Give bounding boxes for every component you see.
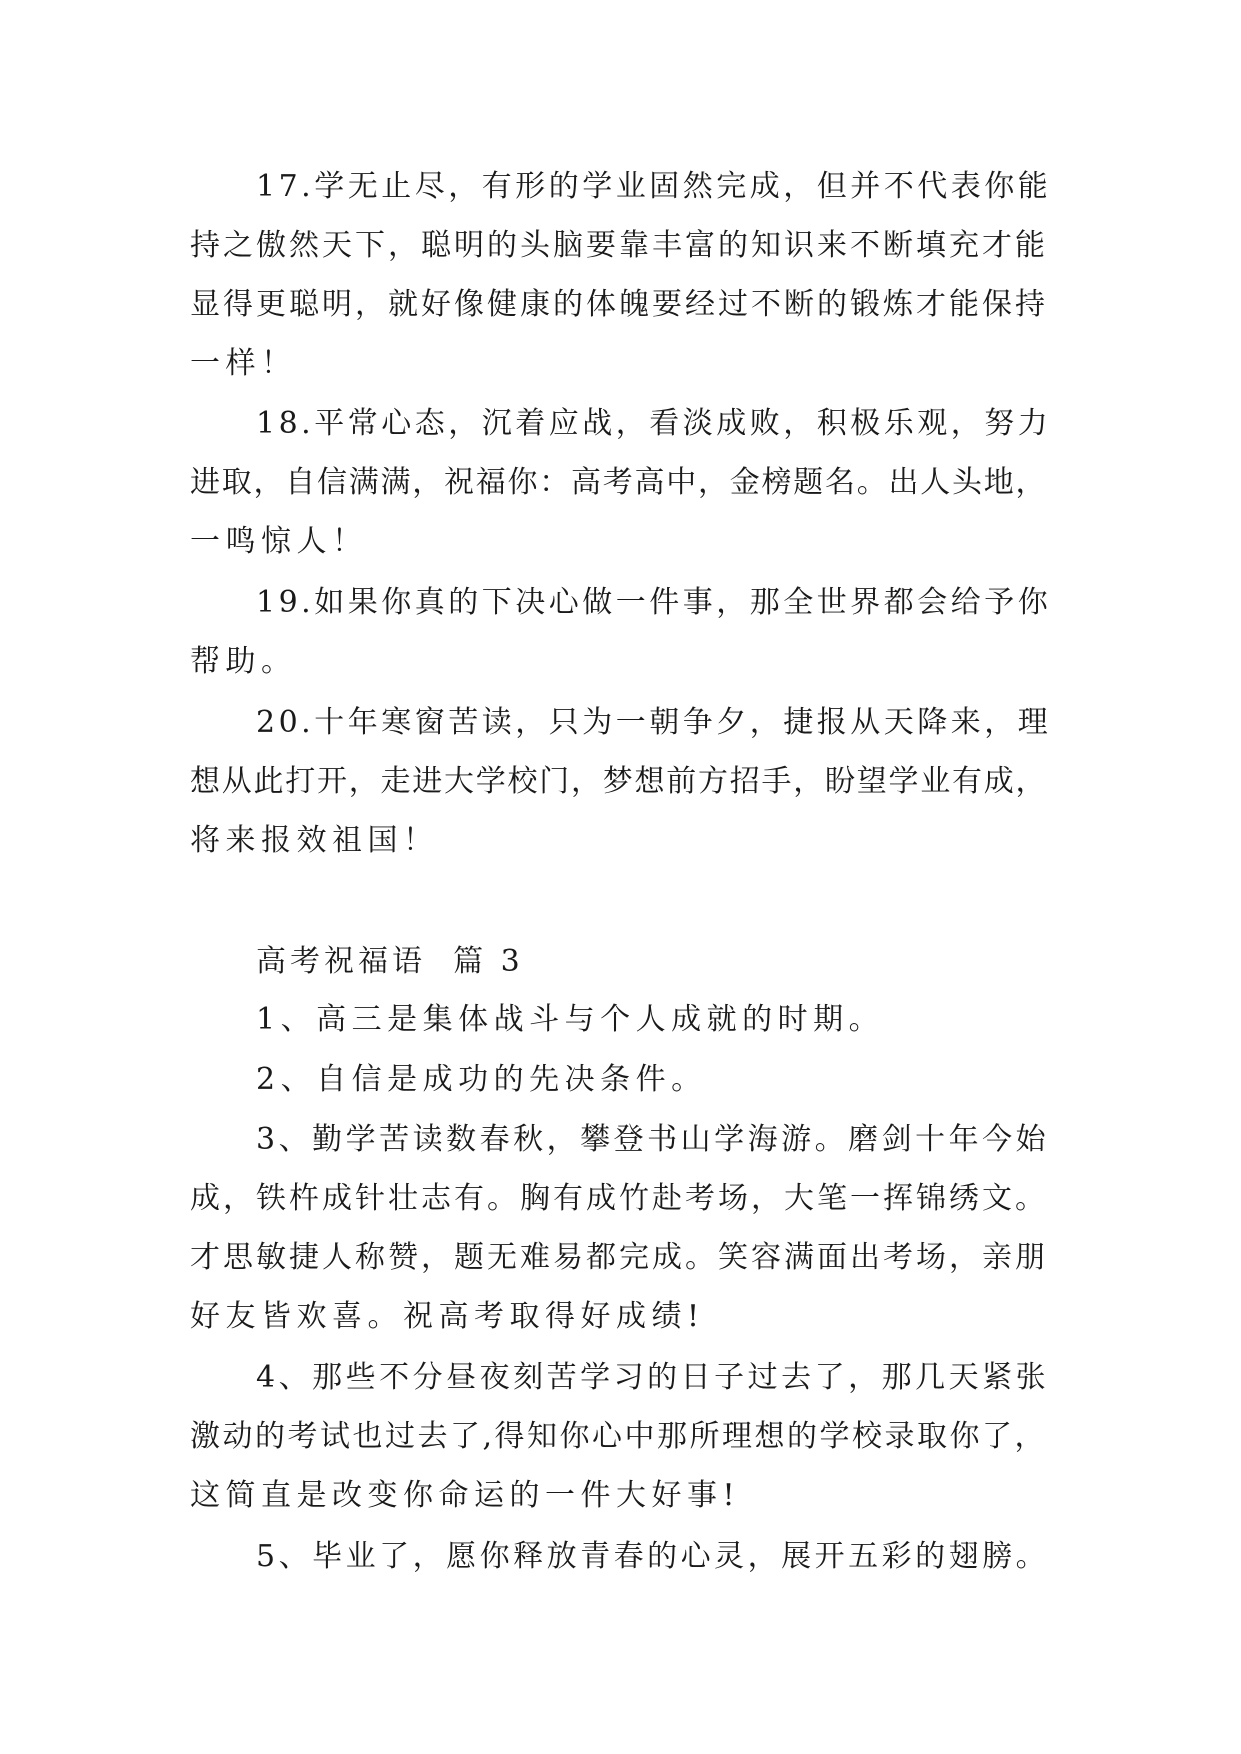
paragraph-line: 4、那些不分昼夜刻苦学习的日子过去了，那几天紧张 bbox=[256, 1360, 1050, 1395]
paragraph-line: 想从此打开，走进大学校门，梦想前方招手，盼望学业有成， bbox=[190, 764, 1048, 799]
paragraph-line: 一鸣惊人！ bbox=[190, 524, 368, 559]
paragraph-line: 这简直是改变你命运的一件大好事! bbox=[190, 1478, 741, 1513]
list-item bbox=[190, 1348, 1052, 1525]
paragraph-line: 17.学无止尽，有形的学业固然完成，但并不代表你能 bbox=[256, 169, 1052, 204]
paragraph-line: 才思敏捷人称赞，题无难易都完成。笑容满面出考场，亲朋 bbox=[190, 1240, 1048, 1275]
list-item bbox=[190, 1110, 1052, 1346]
paragraph-line: 显得更聪明，就好像健康的体魄要经过不断的锻炼才能保持 bbox=[190, 287, 1048, 322]
paragraph-line: 好友皆欢喜。祝高考取得好成绩! bbox=[190, 1299, 705, 1334]
paragraph-line: 持之傲然天下，聪明的头脑要靠丰富的知识来不断填充才能 bbox=[190, 228, 1048, 263]
paragraph-line: 18.平常心态，沉着应战，看淡成败，积极乐观，努力 bbox=[256, 406, 1052, 441]
list-item bbox=[190, 573, 1052, 691]
list-item bbox=[190, 990, 1052, 1049]
paragraph-line: 5、毕业了，愿你释放青春的心灵，展开五彩的翅膀。 bbox=[256, 1539, 1050, 1574]
list-item bbox=[190, 157, 1052, 393]
paragraph-line: 19.如果你真的下决心做一件事，那全世界都会给予你 bbox=[256, 585, 1052, 620]
list-item bbox=[190, 394, 1052, 571]
paragraph-line: 1、高三是集体战斗与个人成就的时期。 bbox=[256, 1002, 885, 1037]
list-item bbox=[190, 693, 1052, 870]
list-item bbox=[190, 1527, 1052, 1586]
paragraph-line: 将来报效祖国！ bbox=[190, 823, 439, 858]
paragraph-line: 进取，自信满满，祝福你：高考高中，金榜题名。出人头地， bbox=[190, 465, 1048, 500]
paragraph-line: 20.十年寒窗苦读，只为一朝争夕，捷报从天降来，理 bbox=[256, 705, 1052, 740]
paragraph-line: 成，铁杵成针壮志有。胸有成竹赴考场，大笔一挥锦绣文。 bbox=[190, 1181, 1048, 1216]
paragraph-line: 3、勤学苦读数春秋，攀登书山学海游。磨剑十年今始 bbox=[256, 1122, 1050, 1157]
paragraph-line: 激动的考试也过去了,得知你心中那所理想的学校录取你了， bbox=[190, 1419, 1048, 1454]
paragraph-line: 2、自信是成功的先决条件。 bbox=[256, 1062, 707, 1097]
paragraph-line: 一样！ bbox=[190, 346, 297, 381]
section-heading: 高考祝福语 篇 3 bbox=[256, 944, 524, 979]
list-item bbox=[190, 1050, 1052, 1109]
paragraph-line: 帮助。 bbox=[190, 644, 297, 679]
